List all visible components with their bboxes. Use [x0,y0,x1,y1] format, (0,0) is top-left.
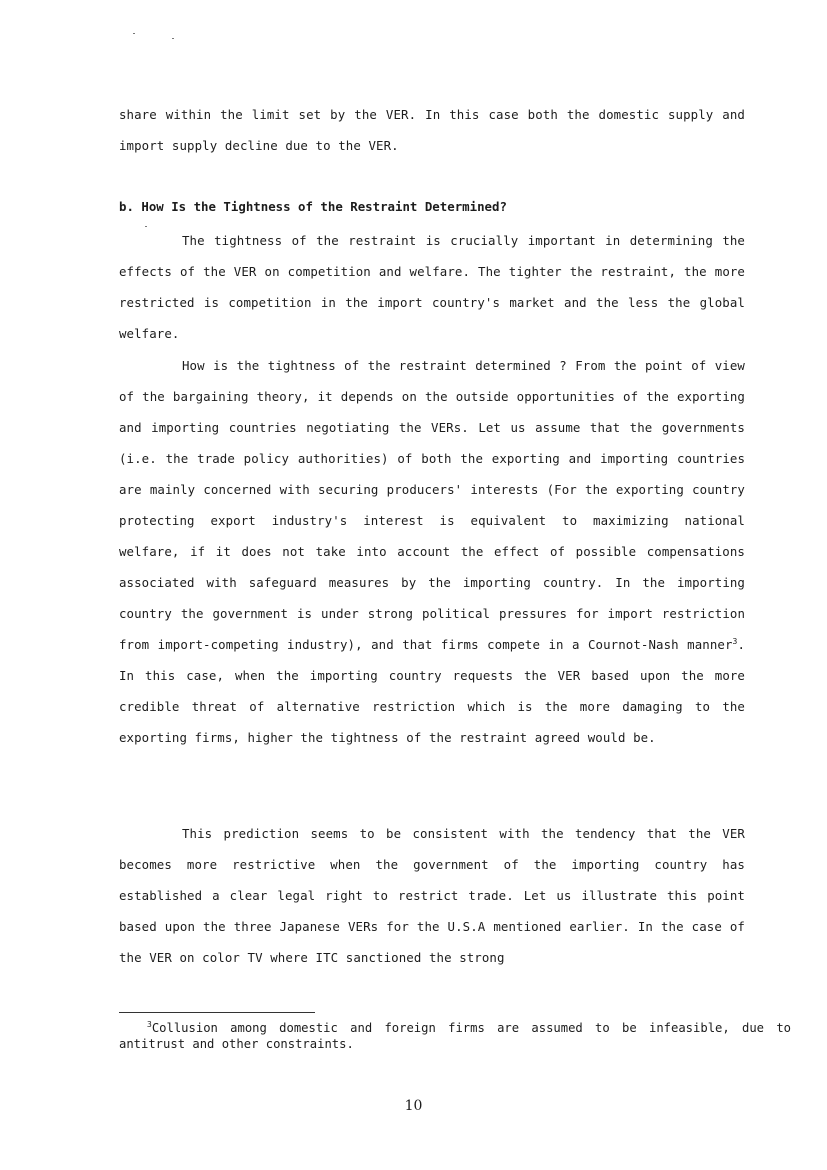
paragraph-prediction: This prediction seems to be consistent with the tendency that the VER becomes more restrictive when the government of the importing country has established a clear legal right to restrict trade. Let us illustrate this point based upon the three Japanese VERs for the U.S.A mentioned earlier. In the case of the VER on color TV where ITC sanctioned the strong [119,826,745,965]
paragraph-tightness-importance: The tightness of the restraint is crucially important in determining the effects of the VER on competition and welfare. The tighter the restraint, the more restricted is competition in the import country's market and the less the global welfare. [119,233,745,341]
scan-speck [172,38,174,39]
scan-speck [133,33,135,34]
footnote-marker: 3 [147,1019,152,1029]
footnote [119,1020,791,1052]
footnote-reference: 3 [732,636,738,646]
footnote-divider [119,1012,315,1013]
paragraph-continuation: share within the limit set by the VER. In this case both the domestic supply and import supply decline due to the VER. [119,107,745,153]
paragraph-text-continued: . In this case, when the importing country requests the VER based upon the more credible threat of alternative restriction which is the more damaging to the exporting firms, higher the tightness of the restraint agreed would be. [119,637,745,745]
paragraph-tightness-determination [119,350,745,753]
paragraph-text: How is the tightness of the restraint determined ? From the point of view of the bargaining theory, it depends on the outside opportunities of the exporting and importing countries negotiating the VERs. Let us assume that the governments (i.e. the trade policy authorities) of both the exporting and importing countries are mainly concerned with securing producers' interests (For the exporting country protecting export industry's interest is equivalent to maximizing national welfare, if it does not take into account the effect of possible compensations associated with safeguard measures by the importing country. In the importing country the government is under strong political pressures for import restriction from import-competing industry), and that firms compete in a Cournot-Nash manner [119,358,745,652]
page-number: 10 [404,1098,423,1114]
footnote-text: Collusion among domestic and foreign firms are assumed to be infeasible, due to antitrust and other constraints. [119,1021,791,1051]
section-heading: b. How Is the Tightness of the Restraint Determined? [119,199,507,214]
